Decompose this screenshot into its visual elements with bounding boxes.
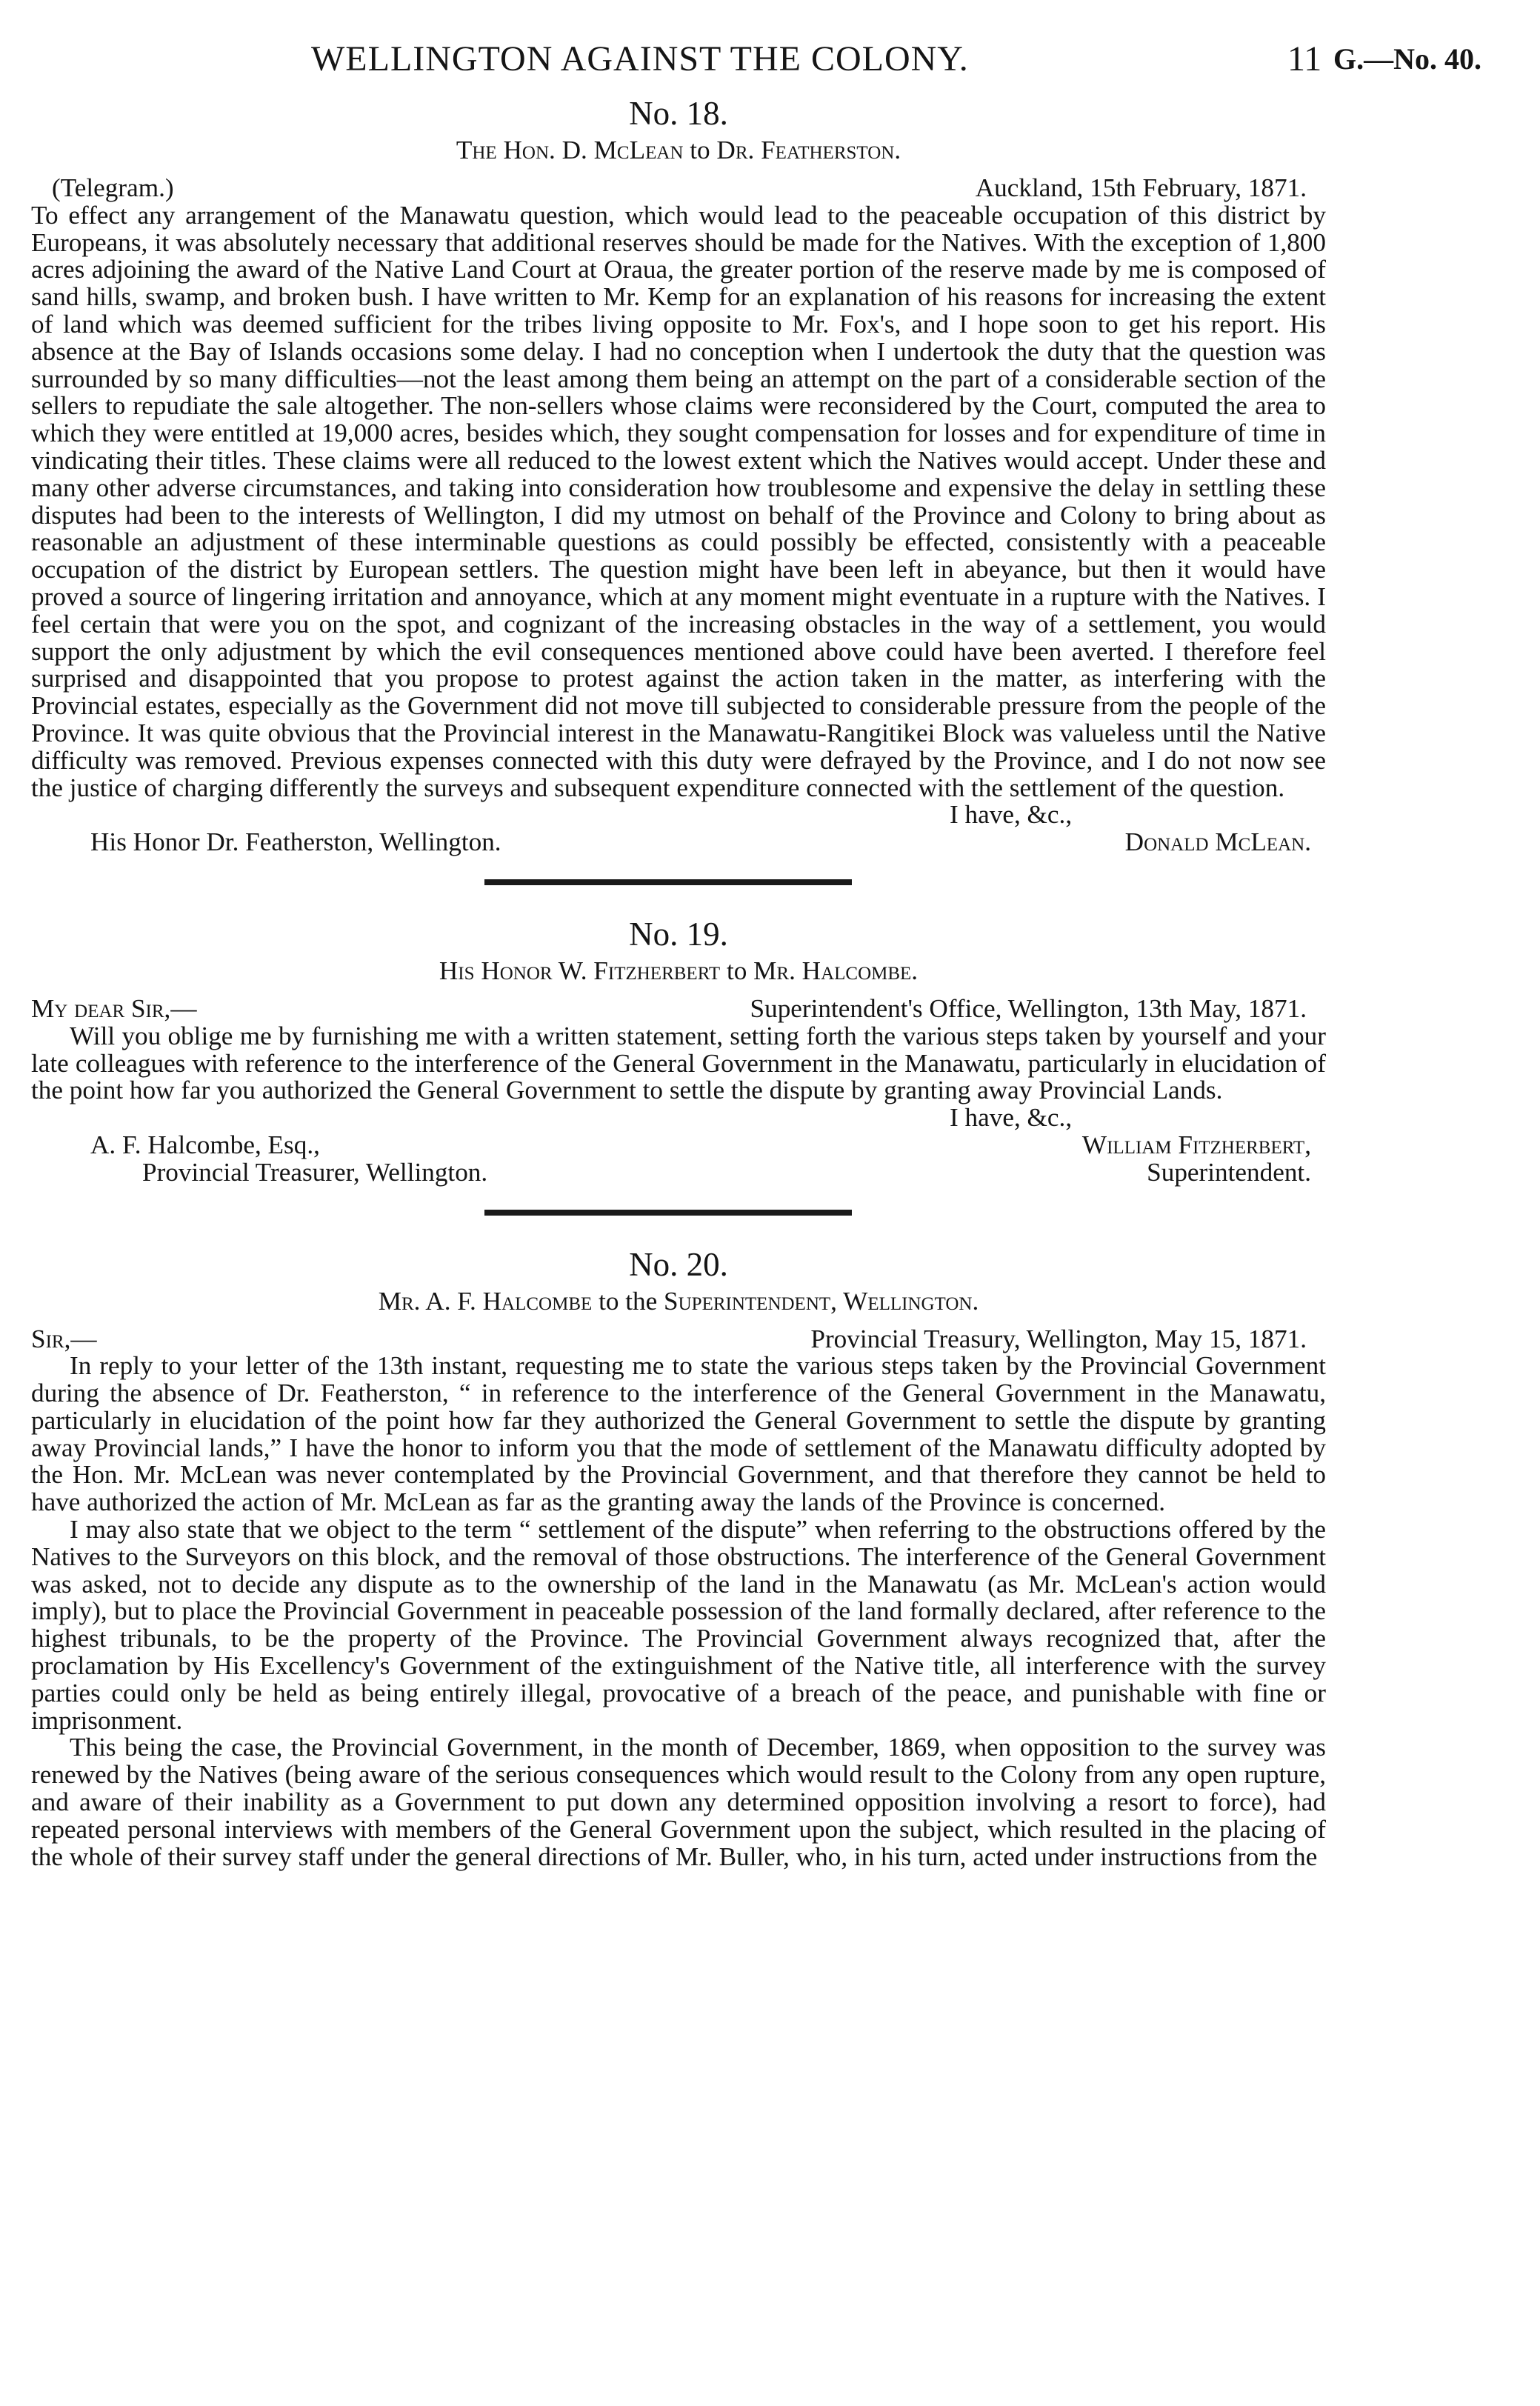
document-no-18 [31,95,1326,856]
document-heading [31,1287,1326,1316]
place-date: Auckland, 15th February, 1871. [975,173,1307,202]
document-number: No. 19. [629,915,728,953]
paragraph: Will you oblige me by furnishing me with a written statement, setting forth the various steps taken by yourself and your late colleagues with reference to the interference of the General Government in the Manawatu, particularly in elucidation of the point how far you authorized the General Government to settle the dispute by granting away Provincial Lands. [31,1021,1326,1105]
signature: Donald McLean. [1124,827,1311,857]
paragraph: To effect any arrangement of the Manawatu question, which would lead to the peaceable occupation of this district by Europeans, it was absolutely necessary that additional reserves should be made for the Natives. With the exception of 1,800 acres adjoining the award of the Native Land Court at Oraua, the greater portion of the reserve made by me is composed of sand hills, swamp, and broken bush. I have written to Mr. Kemp for an explanation of his reasons for increasing the extent of land which was deemed sufficient for the tribes living opposite to Mr. Fox's, and I hope soon to get his report. His absence at the Bay of Islands occasions some delay. I had no conception when I undertook the duty that the question was surrounded by so many difficulties—not the least among them being an attempt on the part of a considerable section of the sellers to repudiate the sale altogether. The non-sellers whose claims were reconsidered by the Court, computed the area to which they were entitled at 19,000 acres, besides which, they sought compensation for losses and for expenditure of time in vindicating their titles. These claims were all reduced to the lowest extent which the Natives would accept. Under these and many other adverse circumstances, and taking into consideration how troublesome and expensive the delay in settling these disputes had been to the interests of Wellington, I did my utmost on behalf of the Province and Colony to bring about as reasonable an adjustment of these interminable questions as could possibly be effected, consistently with a peaceable occupation of the district by European settlers. The question might have been left in abeyance, but then it would have proved a source of lingering irritation and annoyance, which at any moment might eventuate in a rupture with the Natives. I feel certain that were you on the spot, and cognizant of the increasing obstacles in the way of a settlement, you would support the only adjustment by which the evil consequences mentioned above could have been averted. I therefore feel surprised and disappointed that you propose to protest against the action taken in the matter, as interfering with the Provincial estates, especially as the Government did not move till subjected to considerable pressure from the people of the Province. It was quite obvious that the Provincial interest in the Manawatu-Rangitikei Block was valueless until the Native difficulty was removed. Previous expenses connected with this duty were defrayed by the Province, and I do not now see the justice of charging differently the surveys and subsequent expenditure connected with the settlement of the question. [31,200,1326,802]
heading-to: Dr. Featherston. [716,136,901,164]
divider [31,1187,1326,1239]
place-date: Provincial Treasury, Wellington, May 15, 1871. [810,1324,1307,1353]
heading-from: His Honor W. Fitzherbert [439,956,721,985]
signature-title: Superintendent. [1147,1157,1311,1187]
heading-to-word: to [690,136,710,164]
closing: I have, &c., [950,800,1073,830]
addressee: His Honor Dr. Featherston, Wellington. [90,827,501,857]
salutation: Sir,— [31,1324,97,1353]
heading-to: Superintendent, Wellington. [664,1286,979,1316]
place-date: Superintendent's Office, Wellington, 13th May, 1871. [750,993,1307,1023]
divider-rule [484,879,852,885]
divider-rule [484,1210,852,1216]
paragraph: This being the case, the Provincial Government, in the month of December, 1869, when opposition to the survey was renewed by the Natives (being aware of the serious consequences which would result to the Colony from any open rupture, and aware of their inability as a Government to put down any determined opposition involving a resort to force), had repeated personal interviews with members of the General Government upon the subject, which resulted in the placing of the whole of their survey staff under the general directions of Mr. Buller, who, in his turn, acted under instructions from the [31,1733,1326,1871]
heading-from: Mr. A. F. Halcombe [378,1286,593,1316]
heading-to-word: to the [599,1286,658,1316]
closing: I have, &c., [950,1103,1073,1133]
document-body [31,87,1326,1870]
signature-row [31,829,1326,856]
telegram-meta [31,175,1326,202]
heading-from: The Hon. D. McLean [456,136,684,164]
salutation-row [31,993,1326,1023]
signature-row-2 [31,1159,1326,1187]
signature-row [31,1132,1326,1159]
heading-to-word: to [726,956,747,985]
page-number: 11 [1287,39,1322,79]
document-no-19 [31,916,1326,1187]
document-heading [31,136,1326,164]
document-number: No. 18. [629,95,728,132]
signature: William Fitzherbert, [1081,1130,1311,1159]
divider [31,856,1326,908]
salutation-row [31,1326,1326,1353]
paragraph: I may also state that we object to the term “ settlement of the dispute” when referring to the obstructions offered by the Natives to the Surveyors on this block, and the removal of those obstructions. The interference of the General Government was asked, not to decide any dispute as to the ownership of the land in the Manawatu (as Mr. McLean's action would imply), but to place the Provincial Government in peaceable possession of the land formally declared, after reference to the highest tribunals, to be the property of the Province. The Provincial Government always recognized that, after the proclamation by His Excellency's Government of the extinguishment of the Native title, all interference with the survey parties could only be held as being entirely illegal, provocative of a breach of the peace, and punishable with fine or imprisonment. [31,1515,1326,1735]
running-title: WELLINGTON AGAINST THE COLONY. [311,39,969,79]
document-heading [31,957,1326,985]
telegram-note: (Telegram.) [52,173,174,202]
document-number: No. 20. [629,1245,728,1283]
page-header [0,39,1540,83]
salutation: My dear Sir,— [31,993,197,1023]
addressee: A. F. Halcombe, Esq., [90,1130,320,1159]
heading-to: Mr. Halcombe. [753,956,919,985]
paragraph: In reply to your letter of the 13th instant, requesting me to state the various steps taken by the Provincial Government during the absence of Dr. Featherston, “ in reference to the interference of the General Government in the Manawatu, particularly in elucidation of the point how far they authorized the General Government to settle the dispute by granting away Provincial lands,” I have the honor to inform you that the mode of settlement of the Manawatu difficulty adopted by the Hon. Mr. McLean was never contemplated by the Provincial Government, and that therefore they cannot be held to have authorized the action of Mr. McLean as far as the granting away the lands of the Province is concerned. [31,1351,1326,1517]
document-no-20 [31,1246,1326,1871]
addressee-title: Provincial Treasurer, Wellington. [142,1157,488,1187]
paper-reference: G.—No. 40. [1333,42,1481,76]
